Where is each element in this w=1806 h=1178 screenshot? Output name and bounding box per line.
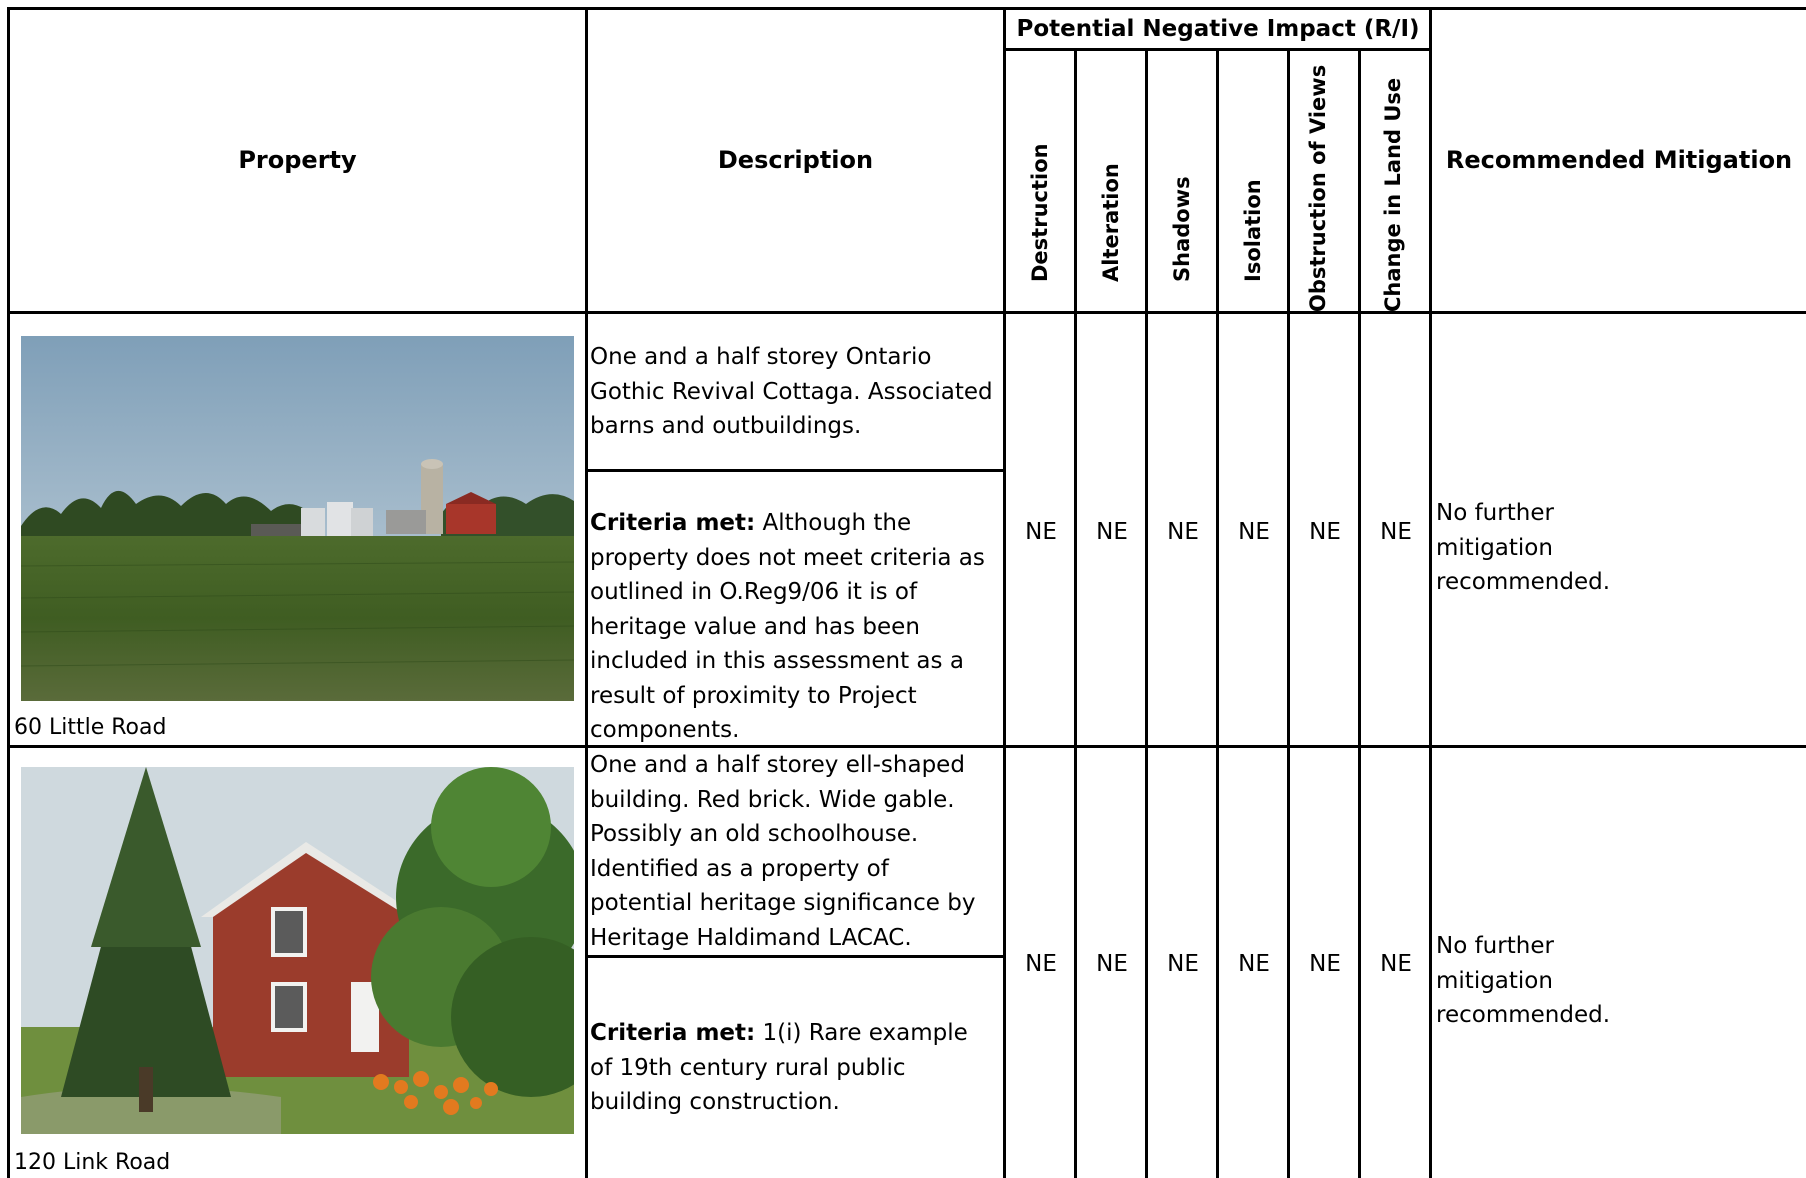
header-destruction: Destruction: [1028, 143, 1052, 282]
recommended-mitigation: No further mitigation recommended.: [1436, 500, 1611, 595]
criteria-label: Criteria met:: [590, 510, 756, 536]
recommended-mitigation: No further mitigation recommended.: [1436, 933, 1611, 1028]
impact-destruction: NE: [1025, 951, 1057, 977]
header-mitigation: Recommended Mitigation: [1445, 146, 1793, 174]
impact-obstruction-of-views: NE: [1309, 951, 1341, 977]
impact-shadows: NE: [1167, 519, 1199, 545]
header-obstruction-of-views: Obstruction of Views: [1306, 64, 1330, 312]
impact-alteration: NE: [1096, 951, 1128, 977]
header-isolation: Isolation: [1241, 179, 1265, 282]
property-description: One and a half storey ell-shaped building. Red brick. Wide gable. Possibly an old schoolhouse. Identified as a property of potential heritage significance by Heritage Haldimand LACAC.: [590, 752, 976, 951]
impact-isolation: NE: [1238, 951, 1270, 977]
header-alteration: Alteration: [1099, 163, 1123, 282]
header-change-in-land-use: Change in Land Use: [1381, 77, 1405, 312]
header-shadows: Shadows: [1170, 176, 1194, 282]
impact-shadows: NE: [1167, 951, 1199, 977]
header-impact-group: Potential Negative Impact (R/I): [1016, 16, 1420, 42]
criteria-text: [590, 1016, 995, 1120]
impact-isolation: NE: [1238, 519, 1270, 545]
photo-brick-schoolhouse: [21, 767, 574, 1134]
impact-obstruction-of-views: NE: [1309, 519, 1341, 545]
header-property: Property: [238, 146, 357, 174]
criteria-text: [590, 506, 998, 748]
criteria-body: 1(i) Rare example of 19th century rural public building construction.: [590, 1020, 968, 1115]
impact-change-in-land-use: NE: [1380, 519, 1412, 545]
impact-destruction: NE: [1025, 519, 1057, 545]
criteria-body: Although the property does not meet criteria as outlined in O.Reg9/06 it is of heritage value and has been included in this assessment as a result of proximity to Project components.: [590, 510, 985, 743]
property-address: 60 Little Road: [14, 715, 167, 740]
photo-farm-field: [21, 336, 574, 701]
criteria-label: Criteria met:: [590, 1020, 756, 1046]
impact-change-in-land-use: NE: [1380, 951, 1412, 977]
property-description: One and a half storey Ontario Gothic Revival Cottaga. Associated barns and outbuildings.: [590, 344, 993, 439]
property-address: 120 Link Road: [14, 1150, 171, 1175]
impact-alteration: NE: [1096, 519, 1128, 545]
header-description: Description: [717, 146, 874, 174]
